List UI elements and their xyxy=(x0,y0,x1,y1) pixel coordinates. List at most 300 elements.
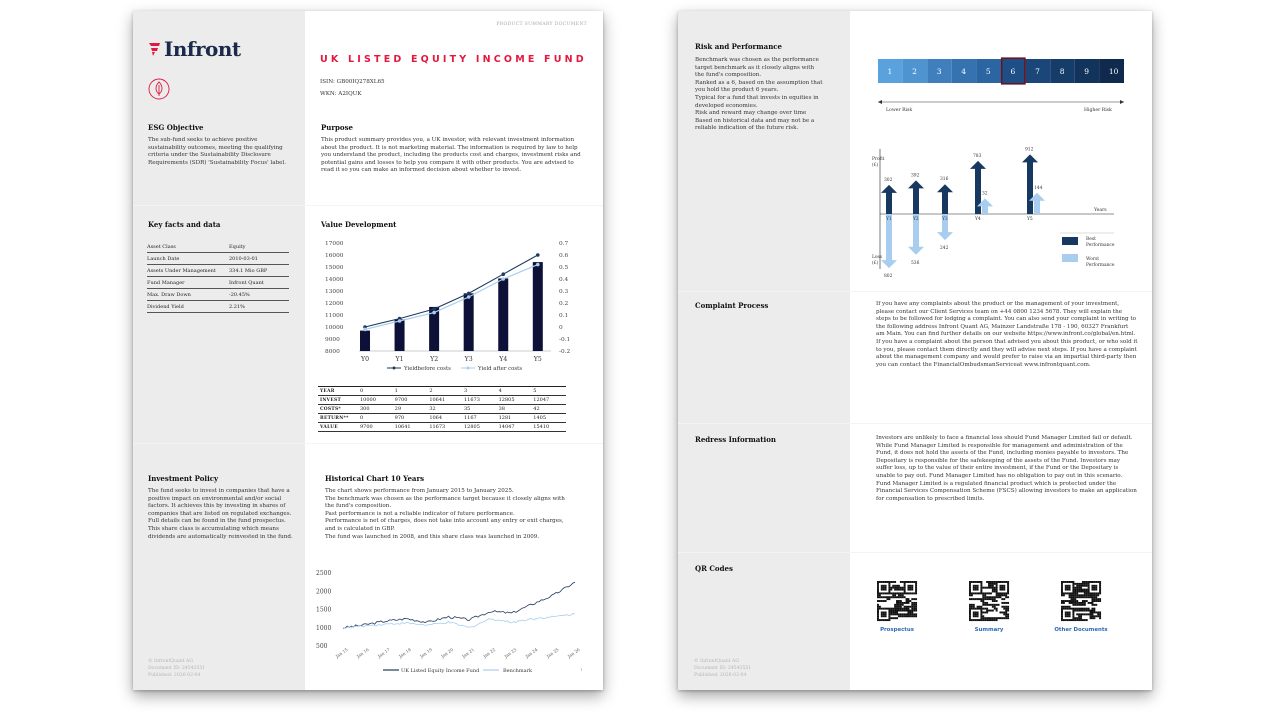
qr-module xyxy=(907,613,909,615)
qr-module xyxy=(1071,598,1073,600)
qr-module xyxy=(900,610,902,612)
qr-module xyxy=(975,608,977,610)
qr-module xyxy=(1078,583,1080,585)
qr-module xyxy=(877,610,879,612)
qr-module xyxy=(902,581,904,583)
qr-module xyxy=(979,581,981,583)
y-axis-tick-label: 8000 xyxy=(325,349,340,355)
historical-text-line: The chart shows performance from January 2015 to January 2025. xyxy=(325,488,514,494)
value-table-cell: 1167 xyxy=(463,415,477,421)
qr-module xyxy=(980,592,982,594)
benchmark-line xyxy=(343,614,575,629)
qr-module xyxy=(881,619,883,621)
qr-module xyxy=(1005,606,1007,608)
best-performance-arrow-head xyxy=(970,161,986,169)
qr-module xyxy=(1084,600,1086,602)
qr-module xyxy=(992,610,994,612)
qr-module xyxy=(915,581,917,583)
qr-module xyxy=(1005,613,1007,615)
legend-label-best: Best xyxy=(1086,237,1096,242)
qr-module xyxy=(913,615,915,617)
qr-module xyxy=(1005,610,1007,612)
qr-module xyxy=(1086,596,1088,598)
value-table-row-label: YEAR xyxy=(320,388,335,394)
y2-axis-tick-label: -0.2 xyxy=(559,349,571,355)
x-axis-tick-label: Jan 24 xyxy=(524,646,539,659)
qr-module xyxy=(1072,583,1074,585)
qr-module xyxy=(1084,602,1086,604)
qr-module xyxy=(992,600,994,602)
qr-module xyxy=(1065,615,1067,617)
best-performance-arrow-head xyxy=(1022,154,1038,162)
qr-module xyxy=(896,585,898,587)
qr-module xyxy=(1091,611,1093,613)
y-axis-tick-label: 11000 xyxy=(325,313,344,319)
qr-module xyxy=(1005,617,1007,619)
qr-module xyxy=(1005,596,1007,598)
qr-module xyxy=(900,604,902,606)
qr-module xyxy=(977,585,979,587)
qr-module xyxy=(990,604,992,606)
qr-module xyxy=(975,581,977,583)
qr-module xyxy=(1071,594,1073,596)
qr-code-summary[interactable] xyxy=(969,581,1009,621)
qr-module xyxy=(996,608,998,610)
qr-module xyxy=(877,594,879,596)
qr-module xyxy=(911,592,913,594)
qr-module xyxy=(994,583,996,585)
x-axis-tick-label: Y4 xyxy=(499,356,508,363)
qr-module xyxy=(1003,594,1005,596)
qr-module xyxy=(979,592,981,594)
best-performance-arrow xyxy=(942,191,948,214)
qr-module xyxy=(1093,598,1095,600)
qr-module xyxy=(894,611,896,613)
qr-module xyxy=(1078,613,1080,615)
qr-module xyxy=(1072,608,1074,610)
qr-module xyxy=(990,610,992,612)
qr-module xyxy=(892,610,894,612)
qr-module xyxy=(881,581,883,583)
isin-label: ISIN: GB00IQ278XL65 xyxy=(320,79,385,85)
key-facts-row xyxy=(147,289,289,301)
qr-module xyxy=(904,606,906,608)
qr-module xyxy=(1061,583,1063,585)
qr-module xyxy=(907,602,909,604)
qr-module xyxy=(1007,592,1009,594)
qr-module xyxy=(1095,587,1097,589)
qr-module xyxy=(883,585,885,587)
qr-module xyxy=(1003,585,1005,587)
footer-document-id: Document ID: 24543551 xyxy=(148,666,206,671)
qr-module xyxy=(1080,591,1082,593)
qr-module xyxy=(1065,619,1067,621)
qr-module xyxy=(977,589,979,591)
qr-module xyxy=(911,613,913,615)
qr-module xyxy=(1003,613,1005,615)
qr-module xyxy=(1001,598,1003,600)
value-table-row-label: INVEST xyxy=(320,397,342,403)
value-bar xyxy=(533,262,543,351)
qr-module xyxy=(1080,602,1082,604)
qr-module xyxy=(973,619,975,621)
qr-module xyxy=(885,611,887,613)
value-table-cell: 3 xyxy=(463,388,468,394)
key-facts-label: Launch Date xyxy=(147,253,229,265)
qr-module xyxy=(902,602,904,604)
qr-module xyxy=(969,581,971,583)
qr-module xyxy=(969,613,971,615)
qr-module xyxy=(1067,592,1069,594)
qr-module xyxy=(1082,610,1084,612)
qr-module xyxy=(1086,594,1088,596)
qr-module xyxy=(1067,600,1069,602)
qr-module xyxy=(984,596,986,598)
qr-codes-heading: QR Codes xyxy=(695,564,733,573)
qr-module xyxy=(1007,589,1009,591)
qr-module xyxy=(890,611,892,613)
x-axis-tick-label: Y5 xyxy=(1027,217,1033,222)
qr-module xyxy=(1076,596,1078,598)
qr-module xyxy=(1082,583,1084,585)
qr-module xyxy=(1086,589,1088,591)
qr-module xyxy=(1071,619,1073,621)
qr-module xyxy=(969,598,971,600)
qr-module xyxy=(909,587,911,589)
qr-module xyxy=(1097,611,1099,613)
qr-module xyxy=(894,604,896,606)
qr-module xyxy=(1091,608,1093,610)
value-table-cell: 1281 xyxy=(498,415,512,421)
complaint-heading: Complaint Process xyxy=(695,301,769,310)
worst-performance-arrow-head xyxy=(937,232,953,240)
qr-module xyxy=(896,600,898,602)
value-table-row-label: COSTS* xyxy=(320,406,342,412)
qr-module xyxy=(969,608,971,610)
qr-module xyxy=(1090,615,1092,617)
value-table-cell: 9700 xyxy=(394,397,408,403)
redress-heading: Redress Information xyxy=(695,435,776,444)
qr-module xyxy=(915,610,917,612)
qr-module xyxy=(1090,596,1092,598)
qr-module xyxy=(980,585,982,587)
risk-text xyxy=(695,57,843,133)
qr-module xyxy=(984,587,986,589)
qr-module xyxy=(877,585,879,587)
qr-module xyxy=(1001,592,1003,594)
qr-module xyxy=(982,587,984,589)
qr-module xyxy=(984,608,986,610)
qr-module xyxy=(1003,602,1005,604)
qr-module xyxy=(1061,617,1063,619)
qr-module xyxy=(982,608,984,610)
yield-point xyxy=(398,319,402,323)
qr-module xyxy=(883,581,885,583)
y2-axis-tick-label: 0.7 xyxy=(559,241,569,247)
qr-module xyxy=(1080,619,1082,621)
qr-module xyxy=(1069,589,1071,591)
qr-module xyxy=(1005,594,1007,596)
qr-module xyxy=(894,606,896,608)
qr-module xyxy=(996,604,998,606)
qr-module xyxy=(1076,608,1078,610)
qr-module xyxy=(999,596,1001,598)
y2-axis-tick-label: 0.4 xyxy=(559,277,569,283)
purpose-heading: Purpose xyxy=(321,123,353,132)
best-performance-arrow-head xyxy=(881,185,897,193)
risk-level-label: 5 xyxy=(985,67,991,76)
risk-text-line: developed economies. xyxy=(695,102,758,109)
qr-module xyxy=(1086,608,1088,610)
qr-module xyxy=(1072,617,1074,619)
qr-module xyxy=(1078,602,1080,604)
qr-module xyxy=(977,613,979,615)
qr-module xyxy=(986,602,988,604)
qr-module xyxy=(1007,583,1009,585)
qr-module xyxy=(883,596,885,598)
qr-module xyxy=(1090,610,1092,612)
qr-module xyxy=(915,583,917,585)
y-axis-tick-label: 2500 xyxy=(316,570,332,577)
qr-module xyxy=(1078,615,1080,617)
qr-module xyxy=(894,585,896,587)
value-table-cell: 12047 xyxy=(533,397,550,403)
qr-label-summary[interactable]: Summary xyxy=(974,627,1004,633)
qr-module xyxy=(885,596,887,598)
qr-module xyxy=(998,594,1000,596)
qr-module xyxy=(1005,581,1007,583)
qr-module xyxy=(1097,598,1099,600)
qr-module xyxy=(1061,613,1063,615)
qr-module xyxy=(1099,600,1101,602)
qr-module xyxy=(877,596,879,598)
worst-performance-label: 536 xyxy=(911,260,920,266)
qr-module xyxy=(888,592,890,594)
qr-module xyxy=(1076,604,1078,606)
qr-module xyxy=(973,587,975,589)
qr-module xyxy=(888,589,890,591)
qr-module xyxy=(892,581,894,583)
legend-marker-yield-before xyxy=(393,367,396,370)
qr-module xyxy=(909,585,911,587)
qr-module xyxy=(896,604,898,606)
qr-module xyxy=(1086,619,1088,621)
risk-text-line: target benchmark as it closely aligns with xyxy=(695,64,815,71)
qr-module xyxy=(1093,594,1095,596)
qr-module xyxy=(1072,602,1074,604)
qr-module xyxy=(1067,619,1069,621)
qr-module xyxy=(969,619,971,621)
qr-module xyxy=(1082,600,1084,602)
qr-module xyxy=(879,581,881,583)
qr-module xyxy=(1074,619,1076,621)
qr-module xyxy=(1080,589,1082,591)
qr-module xyxy=(1091,602,1093,604)
qr-module xyxy=(898,594,900,596)
y-axis-tick-label: 500 xyxy=(316,643,328,650)
qr-module xyxy=(1072,613,1074,615)
qr-module xyxy=(996,617,998,619)
qr-module xyxy=(1072,611,1074,613)
key-facts-row xyxy=(147,301,289,313)
qr-module xyxy=(913,604,915,606)
key-facts-row xyxy=(147,253,289,265)
qr-module xyxy=(1093,587,1095,589)
qr-module xyxy=(1071,596,1073,598)
x-axis-tick-label: Jan 21 xyxy=(461,646,476,659)
qr-module xyxy=(892,592,894,594)
qr-module xyxy=(999,592,1001,594)
qr-module xyxy=(988,581,990,583)
qr-module xyxy=(986,596,988,598)
qr-module xyxy=(883,613,885,615)
qr-module xyxy=(1080,617,1082,619)
higher-risk-label: Higher Risk xyxy=(1084,108,1112,113)
qr-module xyxy=(892,596,894,598)
qr-module xyxy=(877,617,879,619)
qr-module xyxy=(1088,608,1090,610)
qr-label-other-documents[interactable]: Other Documents xyxy=(1054,627,1108,633)
qr-module xyxy=(881,587,883,589)
qr-module xyxy=(971,619,973,621)
qr-code-other-documents[interactable] xyxy=(1061,581,1101,621)
qr-module xyxy=(906,592,908,594)
qr-module xyxy=(898,606,900,608)
qr-module xyxy=(971,594,973,596)
qr-module xyxy=(988,592,990,594)
qr-module xyxy=(1095,598,1097,600)
qr-module xyxy=(898,585,900,587)
legend-swatch-best xyxy=(1062,237,1078,245)
value-table-cell: 12805 xyxy=(463,424,480,430)
value-table-cell: 10641 xyxy=(394,424,411,430)
qr-module xyxy=(904,581,906,583)
qr-module xyxy=(902,608,904,610)
x-axis-tick-label: Jan 22 xyxy=(482,646,497,659)
value-table-cell: 10641 xyxy=(429,397,446,403)
qr-module xyxy=(898,589,900,591)
qr-module xyxy=(883,615,885,617)
qr-module xyxy=(1093,610,1095,612)
qr-module xyxy=(1097,592,1099,594)
qr-module xyxy=(1074,610,1076,612)
y-axis-tick-label: 1500 xyxy=(316,606,332,614)
qr-module xyxy=(980,591,982,593)
qr-module xyxy=(969,583,971,585)
y2-axis-tick-label: 0.6 xyxy=(559,253,569,259)
page-number: 1 xyxy=(580,667,583,672)
worst-performance-label: 32 xyxy=(982,191,988,197)
qr-module xyxy=(998,617,1000,619)
qr-module xyxy=(1067,606,1069,608)
x-axis-tick-label: Jan 19 xyxy=(419,646,434,659)
qr-module xyxy=(1069,608,1071,610)
qr-module xyxy=(1082,602,1084,604)
qr-module xyxy=(879,592,881,594)
qr-module xyxy=(980,608,982,610)
qr-module xyxy=(1072,591,1074,593)
qr-module xyxy=(1084,594,1086,596)
qr-module xyxy=(1063,594,1065,596)
qr-module xyxy=(1067,613,1069,615)
qr-module xyxy=(1095,585,1097,587)
qr-module xyxy=(913,606,915,608)
qr-module xyxy=(988,598,990,600)
worst-performance-label: 802 xyxy=(884,274,893,280)
qr-module xyxy=(902,589,904,591)
qr-module xyxy=(1003,581,1005,583)
qr-module xyxy=(1099,585,1101,587)
qr-module xyxy=(896,610,898,612)
qr-module xyxy=(907,615,909,617)
qr-module xyxy=(1065,587,1067,589)
qr-module xyxy=(1091,585,1093,587)
qr-module xyxy=(975,613,977,615)
qr-module xyxy=(907,610,909,612)
qr-module xyxy=(973,589,975,591)
qr-module xyxy=(900,596,902,598)
qr-label-prospectus[interactable]: Prospectus xyxy=(880,627,914,633)
qr-module xyxy=(906,598,908,600)
x-axis-tick-label: Y3 xyxy=(942,217,948,222)
y-axis-tick-label: 9000 xyxy=(325,337,340,343)
qr-module xyxy=(1088,589,1090,591)
worst-performance-arrow-head xyxy=(881,260,897,268)
qr-module xyxy=(1074,589,1076,591)
qr-module xyxy=(890,613,892,615)
qr-module xyxy=(1069,619,1071,621)
purpose-text: This product summary provides you, a UK investor, with relevant investment information about the product. It is not marketing material. The information is required by law to help you understand the product, including the products cost and charges, investment risks and potential gains and losses to help you compare it with other products. You are advised to read it so you can make an informed decision about whether to invest. xyxy=(321,137,581,174)
qr-module xyxy=(975,598,977,600)
qr-module xyxy=(982,619,984,621)
qr-module xyxy=(881,589,883,591)
qr-module xyxy=(1076,589,1078,591)
qr-module xyxy=(1091,613,1093,615)
qr-module xyxy=(1086,591,1088,593)
value-table-row xyxy=(318,387,566,396)
qr-module xyxy=(915,604,917,606)
qr-module xyxy=(1095,589,1097,591)
key-facts-label: Fund Manager xyxy=(147,277,229,289)
qr-module xyxy=(900,592,902,594)
value-table-cell: 1064 xyxy=(429,415,443,421)
qr-module xyxy=(1072,615,1074,617)
value-table-cell: 11673 xyxy=(463,397,480,403)
value-table-cell: 0 xyxy=(360,415,364,421)
qr-module xyxy=(994,619,996,621)
qr-module xyxy=(982,598,984,600)
qr-module xyxy=(907,611,909,613)
qr-module xyxy=(986,581,988,583)
qr-module xyxy=(1071,592,1073,594)
qr-module xyxy=(1099,615,1101,617)
infront-logo-icon xyxy=(148,41,162,57)
qr-code-prospectus[interactable] xyxy=(877,581,917,621)
qr-module xyxy=(1069,581,1071,583)
value-table-row-label: RETURN** xyxy=(320,415,349,421)
value-bar xyxy=(395,319,405,351)
qr-module xyxy=(1069,606,1071,608)
logo-text: Infront xyxy=(164,37,241,61)
page-footer xyxy=(694,658,751,679)
qr-module xyxy=(980,587,982,589)
qr-module xyxy=(911,608,913,610)
qr-module xyxy=(990,581,992,583)
qr-module xyxy=(887,598,889,600)
qr-module xyxy=(1080,596,1082,598)
qr-module xyxy=(1091,592,1093,594)
risk-text-line: Typical for a fund that invests in equities in xyxy=(695,94,819,101)
